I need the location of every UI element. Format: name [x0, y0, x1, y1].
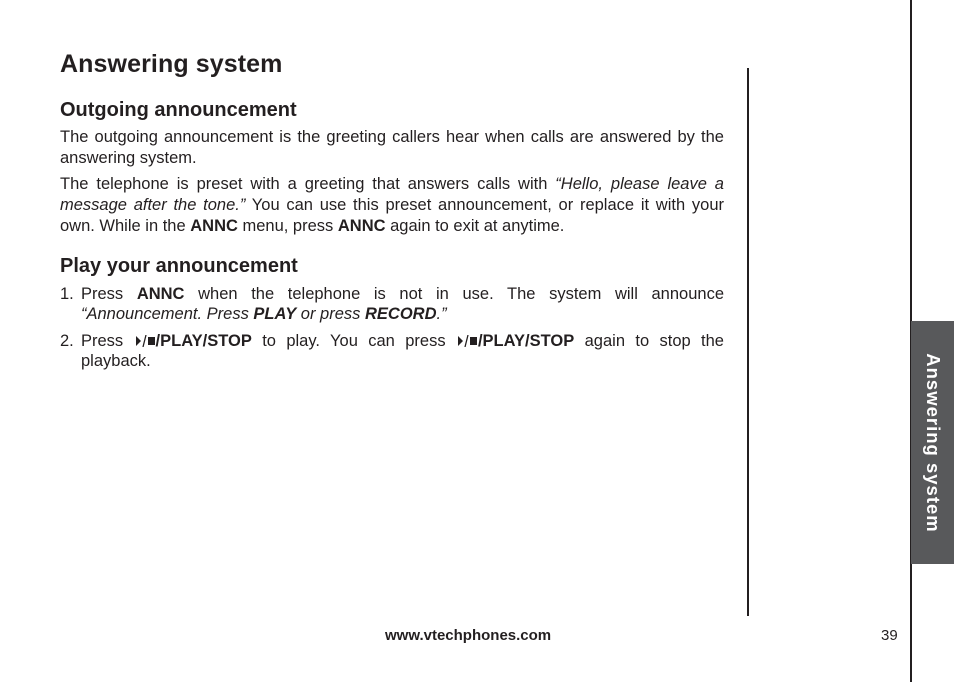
annc-key-label: ANNC: [190, 217, 238, 235]
list-item-text: [81, 331, 724, 371]
record-key-label: RECORD: [364, 305, 437, 323]
annc-key-label: ANNC: [337, 217, 386, 235]
footer-url: www.vtechphones.com: [385, 627, 552, 644]
play-key-label: PLAY: [253, 305, 297, 323]
outgoing-paragraph-1: The outgoing announcement is the greeting callers hear when calls are answered by the answering system.: [60, 128, 724, 167]
play-stop-icon: [456, 335, 478, 347]
quote-text: or press: [296, 305, 365, 323]
paragraph-text: You can use this preset announcement, or replace it with your own. While in the: [60, 196, 724, 235]
step-text: Press: [81, 332, 134, 350]
announcement-quote: [81, 305, 447, 323]
play-stop-key-label: /PLAY/STOP: [477, 332, 575, 350]
step-text: when the telephone is not in use. The system will announce: [184, 285, 724, 303]
page-number: 39: [881, 627, 898, 644]
play-stop-icon: [134, 335, 156, 347]
preset-greeting-quote: “Hello, please leave a message after the tone.”: [60, 175, 724, 214]
outgoing-announcement-heading: Outgoing announcement: [60, 99, 297, 121]
list-item-text: [81, 284, 724, 324]
outgoing-paragraph-2: [60, 174, 724, 237]
play-stop-key-label: /PLAY/STOP: [155, 332, 252, 350]
list-item: [60, 284, 724, 324]
step-text: Press: [81, 285, 137, 303]
paragraph-text: menu, press: [237, 217, 338, 235]
side-tab-label: Answering system: [922, 352, 944, 533]
list-number: 1.: [60, 285, 74, 303]
section-side-tab: [911, 321, 954, 564]
list-item: [60, 331, 724, 371]
step-text: again to stop the playback.: [81, 332, 724, 370]
quote-text: “Announcement. Press: [81, 305, 254, 323]
paragraph-text: The telephone is preset with a greeting that answers calls with: [60, 175, 556, 193]
column-divider: [747, 68, 749, 616]
play-announcement-heading: Play your announcement: [60, 255, 298, 277]
annc-key-label: ANNC: [136, 285, 185, 303]
page-title: Answering system: [60, 50, 283, 78]
paragraph-text: again to exit at anytime.: [385, 217, 565, 235]
step-text: to play. You can press: [251, 332, 456, 350]
list-number: 2.: [60, 332, 74, 350]
quote-text: .”: [436, 305, 447, 323]
